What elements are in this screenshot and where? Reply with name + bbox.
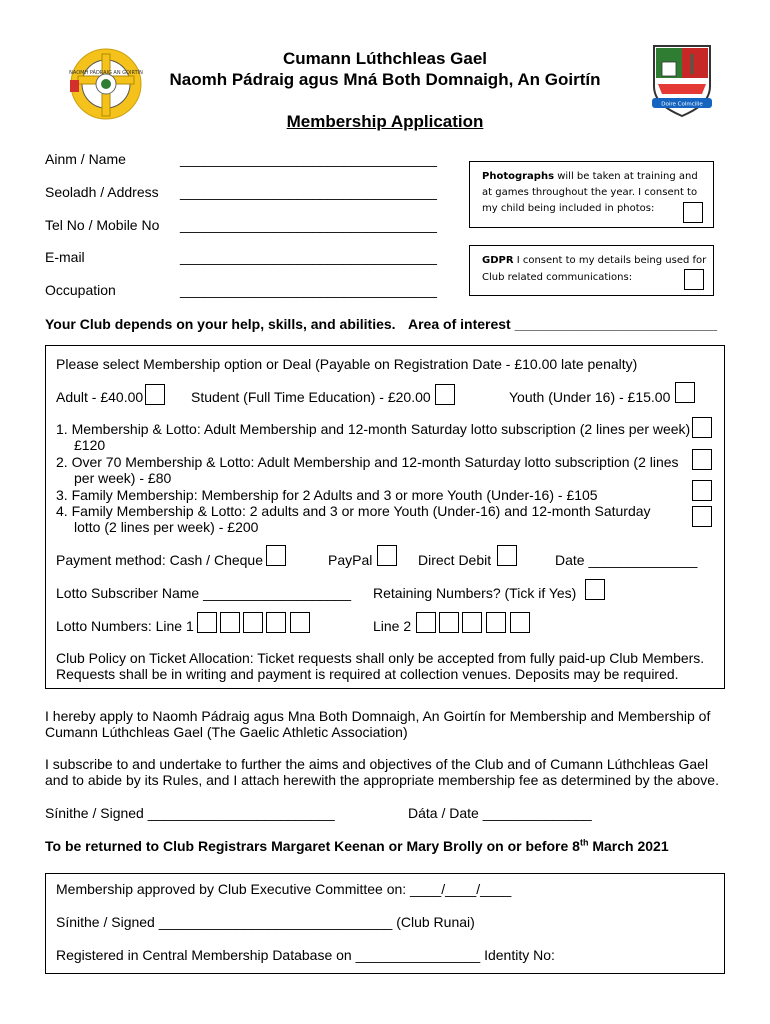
membership-select-instructions: Please select Membership option or Deal (Payable on Registration Date - £10.00 late penalty) (56, 356, 638, 372)
return-instructions-date: March 2021 (588, 838, 669, 854)
deal-1-line1: 1. Membership & Lotto: Adult Membership and 12-month Saturday lotto subscription (2 lines per week) (56, 421, 691, 437)
deal-1-line2: £120 (74, 437, 106, 453)
return-instructions (45, 838, 669, 854)
lotto-line1-digit[interactable] (243, 612, 263, 633)
photos-consent-text1: will be taken at training and (554, 171, 698, 182)
county-crest-text: Doire Colmcille (661, 101, 703, 108)
lotto-line2-digit[interactable] (416, 612, 436, 633)
youth-option-checkbox[interactable] (675, 382, 695, 403)
student-option-label: Student (Full Time Education) - £20.00 (191, 389, 431, 405)
gdpr-line1 (482, 253, 706, 269)
retaining-numbers-checkbox[interactable] (585, 579, 605, 600)
email-field[interactable]: _________________________________ (180, 249, 437, 265)
club-runai-signature-field[interactable]: Sínithe / Signed ______________________________ (Club Runai) (56, 914, 475, 930)
deal-4-line2: lotto (2 lines per week) - £200 (74, 519, 259, 535)
deal-2-checkbox[interactable] (692, 449, 712, 470)
photos-consent-line1 (482, 169, 698, 185)
deal-2-line2: per week) - £80 (74, 470, 172, 486)
address-field[interactable]: _________________________________ (180, 184, 437, 200)
student-option-checkbox[interactable] (435, 384, 455, 405)
signature-date-field[interactable]: Dáta / Date ______________ (408, 805, 592, 821)
lotto-line1-digit[interactable] (220, 612, 240, 633)
adult-option-checkbox[interactable] (145, 384, 165, 405)
header-line2: Naomh Pádraig agus Mná Both Domnaigh, An Goirtín (169, 70, 601, 89)
direct-debit-label: Direct Debit (418, 552, 492, 568)
apply-statement-line1: I hereby apply to Naomh Pádraig agus Mna Both Domnaigh, An Goirtín for Membership and Membership of (45, 708, 711, 724)
paypal-checkbox[interactable] (377, 545, 397, 566)
occupation-field[interactable]: _________________________________ (180, 282, 437, 298)
occupation-label: Occupation (45, 282, 116, 298)
name-label: Ainm / Name (45, 151, 126, 167)
gdpr-bold: GDPR (482, 255, 514, 266)
lotto-line2-digit[interactable] (486, 612, 506, 633)
paypal-label: PayPal (328, 552, 373, 568)
retaining-numbers-label: Retaining Numbers? (Tick if Yes) (373, 585, 577, 601)
lotto-line1-digit[interactable] (197, 612, 217, 633)
deal-4-line1: 4. Family Membership & Lotto: 2 adults and 3 or more Youth (Under-16) and 12-month Saturday (56, 503, 651, 519)
email-label: E-mail (45, 249, 85, 265)
photos-consent-bold: Photographs (482, 171, 555, 182)
youth-option-label: Youth (Under 16) - £15.00 (509, 389, 671, 405)
photos-consent-checkbox[interactable] (683, 202, 703, 223)
phone-label: Tel No / Mobile No (45, 217, 160, 233)
crest-text: NAOMH PÁDRAIG AN GOIRTÍN (69, 70, 143, 76)
deal-1-checkbox[interactable] (692, 417, 712, 438)
lotto-line2-label: Line 2 (373, 618, 412, 634)
adult-option-label: Adult - £40.00 (56, 389, 144, 405)
central-database-registration-field[interactable]: Registered in Central Membership Database on ________________ Identity No: (56, 947, 555, 963)
deal-4-checkbox[interactable] (692, 506, 712, 527)
photos-consent-line2: at games throughout the year. I consent to (482, 187, 698, 198)
ticket-policy-line2: Requests shall be in writing and payment is required at collection venues. Deposits may be required. (56, 666, 679, 682)
deal-3-line1: 3. Family Membership: Membership for 2 Adults and 3 or more Youth (Under-16) - £105 (56, 487, 598, 503)
area-of-interest-field[interactable]: Area of interest __________________________ (408, 316, 718, 332)
gdpr-text1: I consent to my details being used for (513, 255, 707, 266)
page-title: Membership Application (286, 112, 484, 131)
lotto-line1-digit[interactable] (290, 612, 310, 633)
gdpr-line2: Club related communications: (482, 272, 633, 283)
lotto-line2-digit[interactable] (510, 612, 530, 633)
lotto-line2-digit[interactable] (462, 612, 482, 633)
gdpr-consent-box (469, 245, 714, 296)
header-line1: Cumann Lúthchleas Gael (282, 49, 488, 68)
payment-method-label: Payment method: Cash / Cheque (56, 552, 264, 568)
executive-approval-field[interactable]: Membership approved by Club Executive Committee on: ____/____/____ (56, 881, 512, 897)
deal-2-line1: 2. Over 70 Membership & Lotto: Adult Membership and 12-month Saturday lotto subscription (2 lines (56, 454, 679, 470)
lotto-line1-number-boxes (197, 612, 315, 633)
deal-3-checkbox[interactable] (692, 480, 712, 501)
subscribe-statement-line1: I subscribe to and undertake to further the aims and objectives of the Club and of Cumann Lúthchleas Gael (45, 756, 709, 772)
ticket-policy-line1: Club Policy on Ticket Allocation: Ticket requests shall only be accepted from fully paid-up Club Members. (56, 650, 705, 666)
apply-statement-line2: Cumann Lúthchleas Gael (The Gaelic Athletic Association) (45, 724, 408, 740)
lotto-line1-label: Lotto Numbers: Line 1 (56, 618, 194, 634)
cash-cheque-checkbox[interactable] (266, 545, 286, 566)
direct-debit-checkbox[interactable] (497, 545, 517, 566)
gdpr-consent-checkbox[interactable] (684, 269, 704, 290)
name-field[interactable]: _________________________________ (180, 151, 437, 167)
lotto-line2-number-boxes (416, 612, 534, 633)
photos-consent-box (469, 161, 714, 228)
lotto-line2-digit[interactable] (439, 612, 459, 633)
return-instructions-main: To be returned to Club Registrars Margaret Keenan or Mary Brolly on or before 8 (45, 838, 580, 854)
return-instructions-superscript: th (579, 837, 589, 848)
signature-field[interactable]: Sínithe / Signed ________________________ (45, 805, 335, 821)
lotto-subscriber-name-field[interactable]: Lotto Subscriber Name ___________________ (56, 585, 352, 601)
payment-date-field[interactable]: Date ______________ (555, 552, 698, 568)
phone-field[interactable]: _________________________________ (180, 217, 437, 233)
lotto-line1-digit[interactable] (266, 612, 286, 633)
subscribe-statement-line2: and to abide by its Rules, and I attach herewith the appropriate membership fee as determined by the above. (45, 772, 719, 788)
club-depends-text: Your Club depends on your help, skills, and abilities. (45, 316, 396, 332)
photos-consent-line3: my child being included in photos: (482, 203, 655, 214)
address-label: Seoladh / Address (45, 184, 159, 200)
